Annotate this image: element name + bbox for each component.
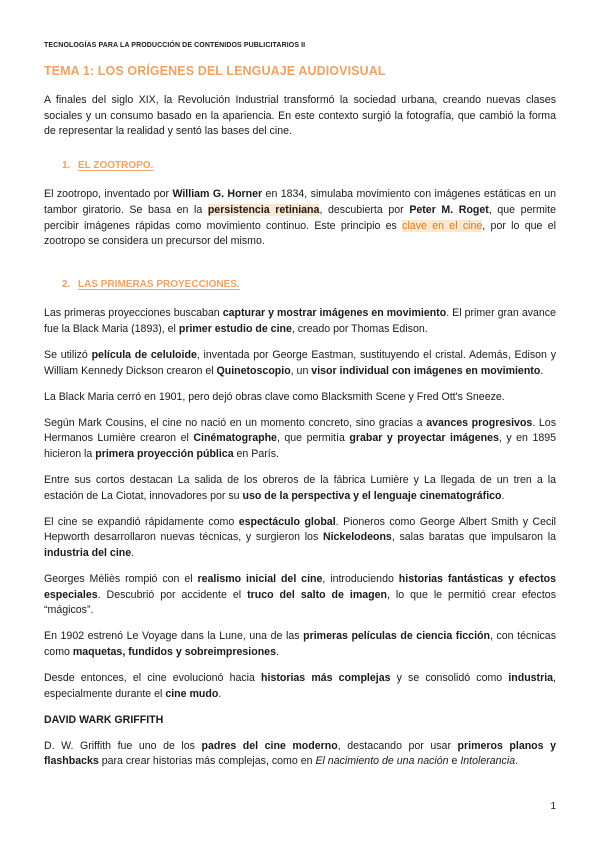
highlight: persistencia retiniana: [207, 203, 320, 216]
paragraph: Se utilizó película de celuloide, inventada por George Eastman, sustituyendo el cristal. Además, Edison y William Kennedy Dickson crearon el Quinetoscopio, un visor individual con imágenes en movimiento.: [44, 349, 556, 377]
paragraph: El cine se expandió rápidamente como espectáculo global. Pioneros como George Albert Smith y Cecil Hepworth desarrollaron nuevas técnicas, y surgieron los Nickelodeons, salas baratas que impulsaron la industria del cine.: [44, 515, 557, 559]
running-header: TECNOLOGÍAS PARA LA PRODUCCIÓN DE CONTENIDOS PUBLICITARIOS II: [44, 42, 306, 49]
paragraph: Las primeras proyecciones buscaban capturar y mostrar imágenes en movimiento. El primer gran avance fue la Black Maria (1893), el primer estudio de cine, creado por Thomas Edison.: [44, 307, 556, 335]
paragraph: El zootropo, inventado por William G. Horner en 1834, simulaba movimiento con imágenes estáticas en un tambor giratorio. Se basa en la persistencia retiniana, descubierta por Peter M. Roget, que permite percibir imágenes rápidas como movimiento continuo. Este principio es clave en el cine, por lo que el zootropo se considera un precursor del mismo.: [44, 188, 556, 248]
section-title: EL ZOOTROPO.: [78, 159, 154, 171]
page-number: 1: [550, 801, 556, 812]
paragraph: Entre sus cortos destacan La salida de los obreros de la fábrica Lumière y La llegada de un tren a la estación de La Ciotat, innovadores por su uso de la perspectiva y el lenguaje cinematográfico.: [44, 474, 556, 502]
section-number: 1.: [62, 159, 71, 171]
paragraph: Desde entonces, el cine evolucionó hacia historias más complejas y se consolidó como industria, especialmente durante el cine mudo.: [44, 672, 556, 700]
section-title: LAS PRIMERAS PROYECCIONES.: [78, 278, 240, 290]
paragraph: La Black Maria cerró en 1901, pero dejó obras clave como Blacksmith Scene y Fred Ott's Sneeze.: [44, 390, 505, 403]
section-heading-proyecciones: [62, 277, 556, 293]
highlight: clave en el cine: [402, 219, 483, 232]
page-title: TEMA 1: LOS ORÍGENES DEL LENGUAJE AUDIOVISUAL: [44, 64, 386, 78]
paragraph: Según Mark Cousins, el cine no nació en un momento concreto, sino gracias a avances progresivos. Los Hermanos Lumière crearon el Cinématographe, que permitía grabar y proyectar imágenes, y en 1895 hicieron la primera proyección pública en París.: [44, 416, 557, 460]
paragraph: Georges Méliès rompió con el realismo inicial del cine, introduciendo historias fantásticas y efectos especiales. Descubrió por accidente el truco del salto de imagen, lo que le permitió crear efectos “mágicos”.: [44, 573, 557, 617]
section-heading-zootropo: [62, 158, 556, 174]
paragraph: En 1902 estrenó Le Voyage dans la Lune, una de las primeras películas de ciencia ficción, con técnicas como maquetas, fundidos y sobreimpresiones.: [44, 630, 556, 658]
subheading-griffith: DAVID WARK GRIFFITH: [44, 713, 164, 726]
section-number: 2.: [62, 278, 71, 290]
intro-paragraph: A finales del siglo XIX, la Revolución Industrial transformó la sociedad urbana, creando nuevas clases sociales y un consumo basado en la apariencia. En este contexto surgió la fotografía, que cambió la forma de representar la realidad y sentó las bases del cine.: [44, 94, 556, 138]
paragraph: D. W. Griffith fue uno de los padres del cine moderno, destacando por usar primeros planos y flashbacks para crear historias más complejas, como en El nacimiento de una nación e Intolerancia.: [44, 739, 556, 768]
document-body: [44, 93, 556, 781]
